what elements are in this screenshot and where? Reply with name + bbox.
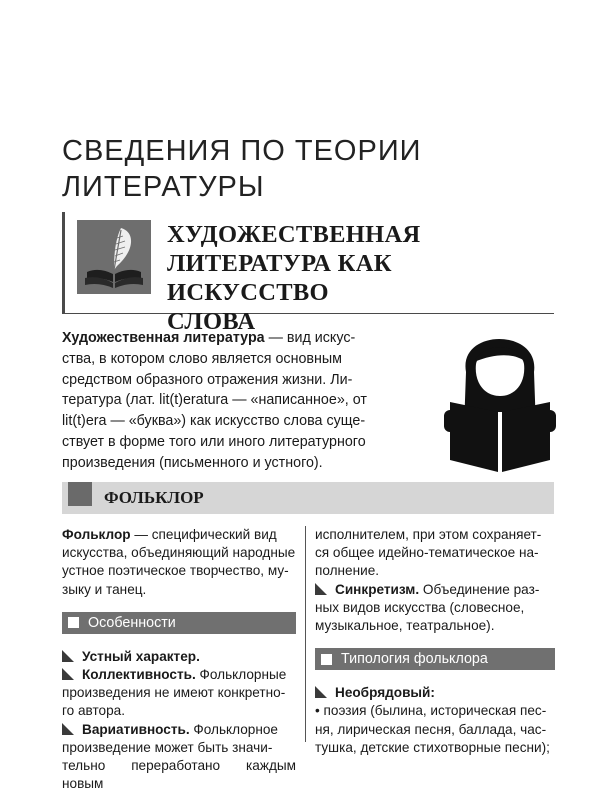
intro-line: произведения (письменного и устного). xyxy=(62,454,323,471)
typology-term: Необрядовый: xyxy=(335,685,435,701)
typology-heading: Типология фольклора xyxy=(341,651,488,668)
topic-title-line: СЛОВА xyxy=(167,308,256,335)
triangle-bullet-icon xyxy=(315,686,327,698)
feature-term: Устный характер. xyxy=(82,648,200,664)
text-line: музыкальное, театральное). xyxy=(315,618,495,634)
section-title xyxy=(62,133,482,205)
text-line: зыку и танец. xyxy=(62,581,147,597)
left-column xyxy=(62,526,296,793)
feather-book-icon xyxy=(77,220,151,294)
intro-line: тература (лат. lit(t)eratura — «написанное», от xyxy=(62,392,367,409)
section-title-line: СВЕДЕНИЯ ПО ТЕОРИИ xyxy=(62,135,422,167)
feature-item xyxy=(62,721,296,794)
topic-header xyxy=(62,212,554,335)
text-line: устное поэтическое творчество, му- xyxy=(62,563,289,579)
text-line: тушка, детские стихотворные песни); xyxy=(315,739,550,755)
intro-line: ствует в форме того или иного литературного xyxy=(62,433,366,450)
text-line: ся общее идейно-тематическое на- xyxy=(315,545,539,561)
section-marker-icon xyxy=(68,482,92,506)
triangle-bullet-icon xyxy=(315,583,327,595)
text-line: исполнителем, при этом сохраняет- xyxy=(315,527,542,542)
text-line: полнение. xyxy=(315,563,380,579)
text-line: ных видов искусства (словесное, xyxy=(315,599,525,615)
triangle-bullet-icon xyxy=(62,723,74,735)
feature-term: Синкретизм. xyxy=(335,581,420,597)
topic-title-line: ЛИТЕРАТУРА КАК ИСКУССТВО xyxy=(167,250,392,306)
square-bullet-icon xyxy=(321,654,332,665)
text-line: • поэзия (былина, историческая пес- xyxy=(315,703,547,719)
feature-item xyxy=(62,666,296,721)
feature-term: Коллективность. xyxy=(82,667,196,683)
column-divider xyxy=(305,526,306,742)
features-header xyxy=(62,612,296,634)
intro-paragraph xyxy=(62,328,418,474)
folklore-definition xyxy=(62,526,296,599)
typology-header xyxy=(315,648,555,670)
feature-term: Вариативность. xyxy=(82,721,190,737)
triangle-bullet-icon xyxy=(62,650,74,662)
features-heading: Особенности xyxy=(88,614,176,631)
square-bullet-icon xyxy=(68,617,79,628)
typology-item xyxy=(315,684,555,757)
text-line: искусства, объединяющий народные xyxy=(62,545,296,561)
folklore-section-header xyxy=(62,482,554,514)
text-line: тельно переработано каждым новым xyxy=(62,758,296,792)
topic-title-line: ХУДОЖЕСТВЕННАЯ xyxy=(167,221,421,248)
right-column xyxy=(315,526,555,757)
continued-text xyxy=(315,526,555,581)
intro-line: ства, в котором слово является основным xyxy=(62,350,343,367)
text-line: Объединение раз- xyxy=(419,581,540,597)
text-line: ня, лирическая песня, баллада, час- xyxy=(315,721,547,737)
text-line: Фольклорные xyxy=(195,667,287,683)
feature-item xyxy=(62,648,296,666)
text-line: произведение может быть значи- xyxy=(62,739,273,755)
intro-line: — вид искус- xyxy=(264,330,356,346)
text-line: произведения не имеют конкретно- xyxy=(62,685,286,701)
text-line: го автора. xyxy=(62,703,126,719)
reading-person-icon xyxy=(436,318,564,474)
text-line: — специфический вид xyxy=(130,527,277,542)
folklore-term: Фольклор xyxy=(62,527,131,542)
intro-line: lit(t)era — «буква») как искусство слова суще- xyxy=(62,413,366,430)
intro-line: средством образного отражения жизни. Ли- xyxy=(62,371,353,388)
intro-term: Художественная литература xyxy=(62,330,265,346)
folklore-heading: ФОЛЬКЛОР xyxy=(104,488,204,507)
feature-item xyxy=(315,581,555,636)
section-title-line: ЛИТЕРАТУРЫ xyxy=(62,171,265,203)
triangle-bullet-icon xyxy=(62,668,74,680)
text-line: Фольклорное xyxy=(189,721,278,737)
